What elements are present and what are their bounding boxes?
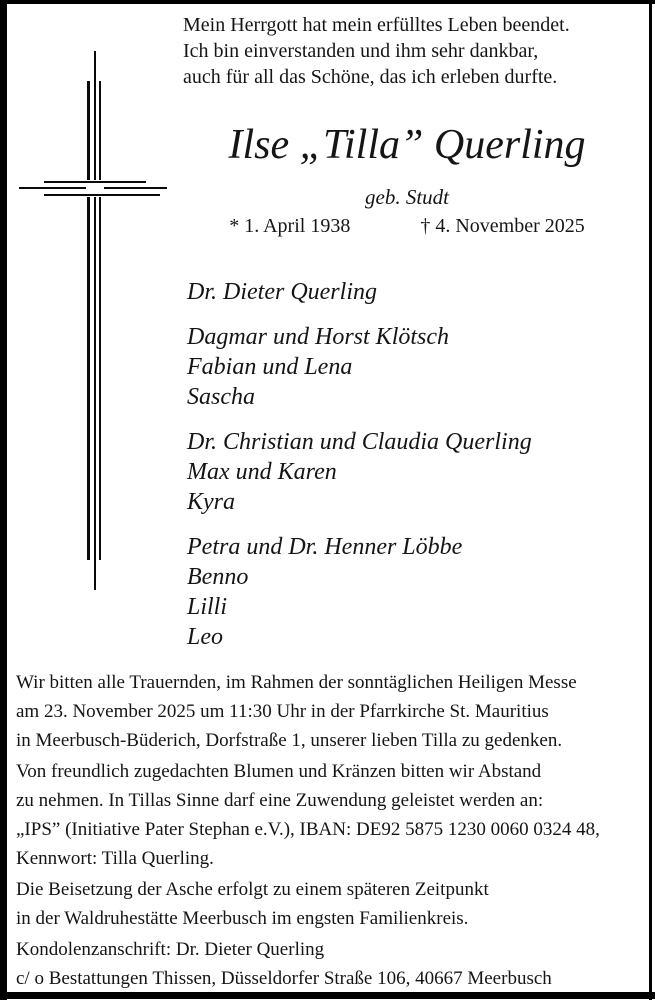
cross-vertical-right-lower	[99, 197, 102, 561]
cross-horizontal-middle-left	[19, 187, 86, 189]
cross-horizontal-bottom	[44, 194, 160, 196]
service-announcement	[16, 668, 600, 755]
body-line: Wir bitten alle Trauernden, im Rahmen der sonntäglichen Heiligen Messe	[16, 672, 577, 693]
frame-left	[0, 0, 7, 1000]
mourner-name: Fabian und Lena	[187, 354, 353, 380]
cross-vertical-left-upper	[87, 81, 90, 180]
body-line: Die Beisetzung der Asche erfolgt zu einem späteren Zeitpunkt	[16, 879, 489, 900]
cross-horizontal-middle-right	[104, 187, 167, 189]
mourner-group	[187, 532, 532, 652]
cross-vertical-center-lower	[94, 197, 97, 591]
mourner-name: Dr. Dieter Querling	[187, 279, 377, 305]
body-line: Von freundlich zugedachten Blumen und Kränzen bitten wir Abstand	[16, 761, 542, 782]
body-line: in der Waldruhestätte Meerbusch im engsten Familienkreis.	[16, 908, 469, 929]
mourner-name: Benno	[187, 564, 249, 590]
mourner-group	[187, 427, 532, 517]
mourner-name: Leo	[187, 624, 223, 650]
body-line: „IPS” (Initiative Pater Stephan e.V.), IBAN: DE92 5875 1230 0060 0324 48,	[16, 819, 600, 840]
deceased-name: Ilse „Tilla” Querling	[228, 122, 586, 168]
mourner-group	[187, 277, 532, 307]
burial-note	[16, 875, 600, 933]
quote-line: auch für all das Schöne, das ich erleben durfte.	[183, 66, 558, 88]
quote-line: Mein Herrgott hat mein erfülltes Leben beendet.	[183, 14, 570, 36]
mourners-list	[187, 277, 532, 667]
birth-date: * 1. April 1938	[229, 215, 351, 237]
cross-horizontal-top	[44, 181, 146, 183]
mourner-name: Dagmar und Horst Klötsch	[187, 324, 450, 350]
mourner-name: Lilli	[187, 594, 228, 620]
body-line: Kennwort: Tilla Querling.	[16, 848, 214, 869]
body-line: Kondolenzanschrift: Dr. Dieter Querling	[16, 939, 325, 960]
cross-vertical-left-lower	[87, 197, 90, 561]
mourner-name: Petra und Dr. Henner Löbbe	[187, 534, 463, 560]
body-line: am 23. November 2025 um 11:30 Uhr in der Pfarrkirche St. Mauritius	[16, 701, 549, 722]
opening-quote	[183, 12, 570, 90]
cross-vertical-center-upper	[94, 51, 97, 180]
donation-request	[16, 757, 600, 873]
life-dates	[177, 214, 637, 238]
mourner-name: Dr. Christian und Claudia Querling	[187, 429, 532, 455]
cross-vertical-right-upper	[99, 81, 102, 180]
body-line: in Meerbusch-Büderich, Dorfstraße 1, unserer lieben Tilla zu gedenken.	[16, 730, 563, 751]
maiden-name: geb. Studt	[365, 185, 449, 209]
mourner-name: Max und Karen	[187, 459, 337, 485]
mourner-name: Kyra	[187, 489, 235, 515]
condolence-address	[16, 935, 600, 993]
frame-right	[649, 0, 652, 1000]
notice-body	[16, 668, 600, 995]
mourner-group	[187, 322, 532, 412]
death-date: † 4. November 2025	[420, 215, 585, 237]
body-line: c/ o Bestattungen Thissen, Düsseldorfer Straße 106, 40667 Meerbusch	[16, 968, 552, 989]
frame-top	[0, 0, 655, 4]
mourner-name: Sascha	[187, 384, 255, 410]
body-line: zu nehmen. In Tillas Sinne darf eine Zuwendung geleistet werden an:	[16, 790, 544, 811]
quote-line: Ich bin einverstanden und ihm sehr dankbar,	[183, 40, 539, 62]
